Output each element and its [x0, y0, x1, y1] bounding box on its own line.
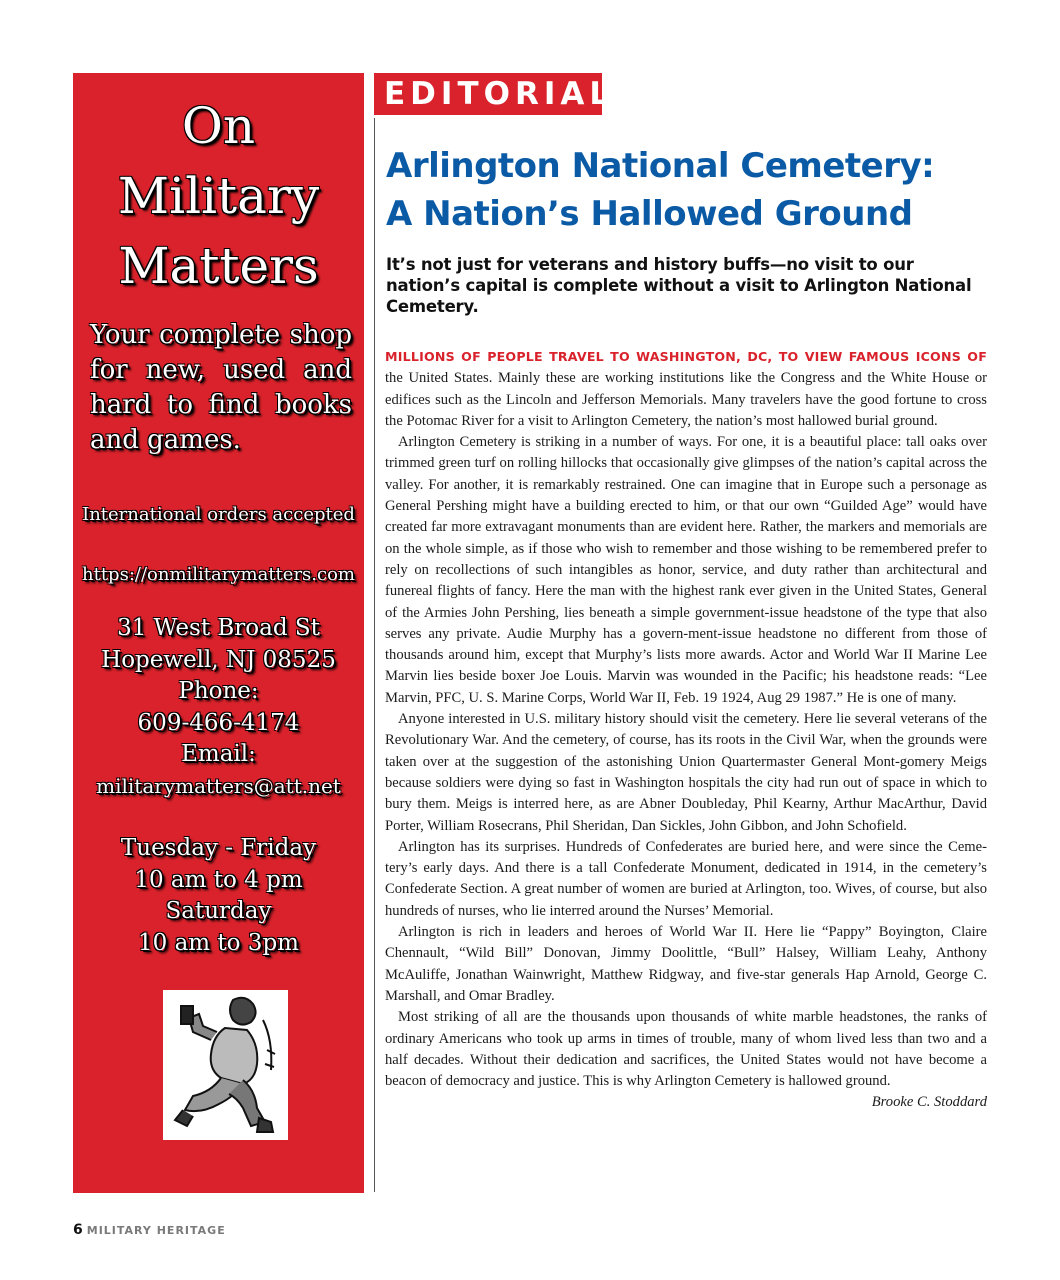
headline-line: Arlington National Cemetery: [386, 146, 935, 186]
article-dek: It’s not just for veterans and history buffs—no visit to our nation’s capital is complete without a visit to Arlington National Cemetery. [386, 255, 972, 316]
ad-title [73, 91, 364, 301]
article-headline [386, 142, 986, 238]
body-paragraph: Arlington is rich in leaders and heroes of World War II. Here lie “Pappy” Boyington, Claire Chennault, “Wild Bill” Donovan, Jimmy Doolittle, “Bull” Halsey, William Leahy, Anthony McAuliffe, Jonathan Wainwright, Matthew Ridgway, and five-star generals Hap Arnold, George C. Marshall, and Omar Bradley. [385, 924, 987, 1004]
page-footer [73, 1222, 226, 1238]
ad-hours-line: 10 am to 3pm [138, 929, 299, 956]
ad-email-address[interactable]: militarymatters@att.net [96, 773, 341, 798]
ad-contact-block [73, 613, 364, 802]
ad-website-url[interactable]: https://onmilitarymatters.com [82, 564, 355, 585]
ad-address-line: Hopewell, NJ 08525 [101, 646, 336, 673]
ad-title-line: On [181, 97, 256, 155]
ad-international-orders: International orders accepted [82, 504, 355, 525]
headline-line: A Nation’s Hallowed Ground [386, 194, 913, 234]
body-paragraph: Arlington Cemetery is striking in a number of ways. For one, it is a beautiful place: tall oaks over trimmed green turf on rolling hillocks that occasionally give glimpses of the nation’s capital across the valley. For another, it is remarkably restrained. One can imagine that in Europe such a personage as General Pershing might have a building erected to him, or that our own “Guilded Age” would have created far more extravagant monuments than are evident here. Rather, the markers and memorials are on the whole simple, as if those who wish to remember and those wishing to be remembered prefer to rely on recollections of such intangibles as honor, service, and duty rather than architectural and funereal flights of fancy. Here the man with the highest rank ever given in the United States, General of the Armies John Pershing, lies beneath a simple government-issue headstone of the type that also serves any private. Audie Murphy has a govern-ment-issue headstone no different from those of thousands around him, except that Murphy’s lists more awards. Actor and World War II Marine Lee Marvin lies beside boxer Joe Louis. Marvin was wounded in the Pacific; his headstone reads: “Lee Marvin, PFC, U. S. Marine Corps, World War II, Feb. 19 1924, Aug 29 1987.” He is one of many. [385, 434, 987, 706]
body-paragraph: Arlington has its surprises. Hundreds of Confederates are buried here, and were since the Ceme-tery’s early days. And there is a tall Confederate Monument, dedicated in 1914, in the cemetery’s Confederate Section. A great number of women are buried at Arlington, too. Wives, of course, but also hundreds of nurses, who lie interred around the Nurses’ Memorial. [385, 838, 987, 919]
ad-title-line: Military [117, 167, 320, 225]
body-paragraph: Anyone interested in U.S. military history should visit the cemetery. Here lie several veterans of the Revolutionary War. And the cemetery, of course, has its roots in the Civil War, when the grounds were taken over at the suggestion of the astonishing Union Quartermaster General Mont-gomery Meigs because soldiers were dying so fast in Washington hospitals the city had run out of space in which to bury them. Meigs is interred here, as are Abner Doubleday, Phil Kearny, Arthur MacArthur, David Porter, William Rosecrans, Phil Sheridan, Dan Sickles, John Gibbon, and John Schofield. [385, 711, 987, 834]
section-tag-editorial: EDITORIAL [374, 73, 602, 115]
ad-email-label: Email: [181, 741, 256, 767]
body-paragraph: Most striking of all are the thousands upon thousands of white marble headstones, the ranks of ordinary Americans who took up arms in times of trouble, many of whom lived less than two and a half decades. Without their dedication and sacrifices, the United States would not have become a beacon of democracy and justice. This is why Arlington Cemetery is hallowed ground. [385, 1009, 987, 1090]
ad-phone-label: Phone: [178, 678, 259, 704]
article-body [385, 346, 987, 1114]
ad-hours-line: Saturday [165, 898, 272, 924]
ad-phone-number[interactable]: 609-466-4174 [137, 709, 300, 736]
ad-address-line: 31 West Broad St [117, 615, 320, 641]
ad-hours-line: Tuesday - Friday [120, 835, 317, 861]
advertisement-panel [73, 73, 364, 1193]
lead-in-caps: MILLIONS OF PEOPLE TRAVEL TO WASHINGTON, DC, TO VIEW FAMOUS ICONS OF [385, 349, 987, 364]
lead-paragraph-text: the United States. Mainly these are working institutions like the Congress and the White House or edifices such as the Lincoln and Jefferson Memorials. Many travelers have the good fortune to cross the Potomac River for a visit to Arlington Cemetery, the nation’s most hallowed burial ground. [385, 370, 987, 429]
body-paragraph [385, 346, 987, 432]
ad-hours-block [73, 833, 364, 959]
page-number: 6 [73, 1222, 83, 1238]
ad-hours-line: 10 am to 4 pm [134, 866, 303, 893]
ad-tagline: Your complete shop for new, used and hard to find books and games. [90, 320, 352, 455]
publication-name: MILITARY HERITAGE [86, 1224, 226, 1237]
ad-title-line: Matters [118, 237, 319, 295]
ad-reader-illustration [163, 990, 288, 1140]
column-divider [374, 118, 375, 1192]
author-byline: Brooke C. Stoddard [871, 1094, 987, 1111]
